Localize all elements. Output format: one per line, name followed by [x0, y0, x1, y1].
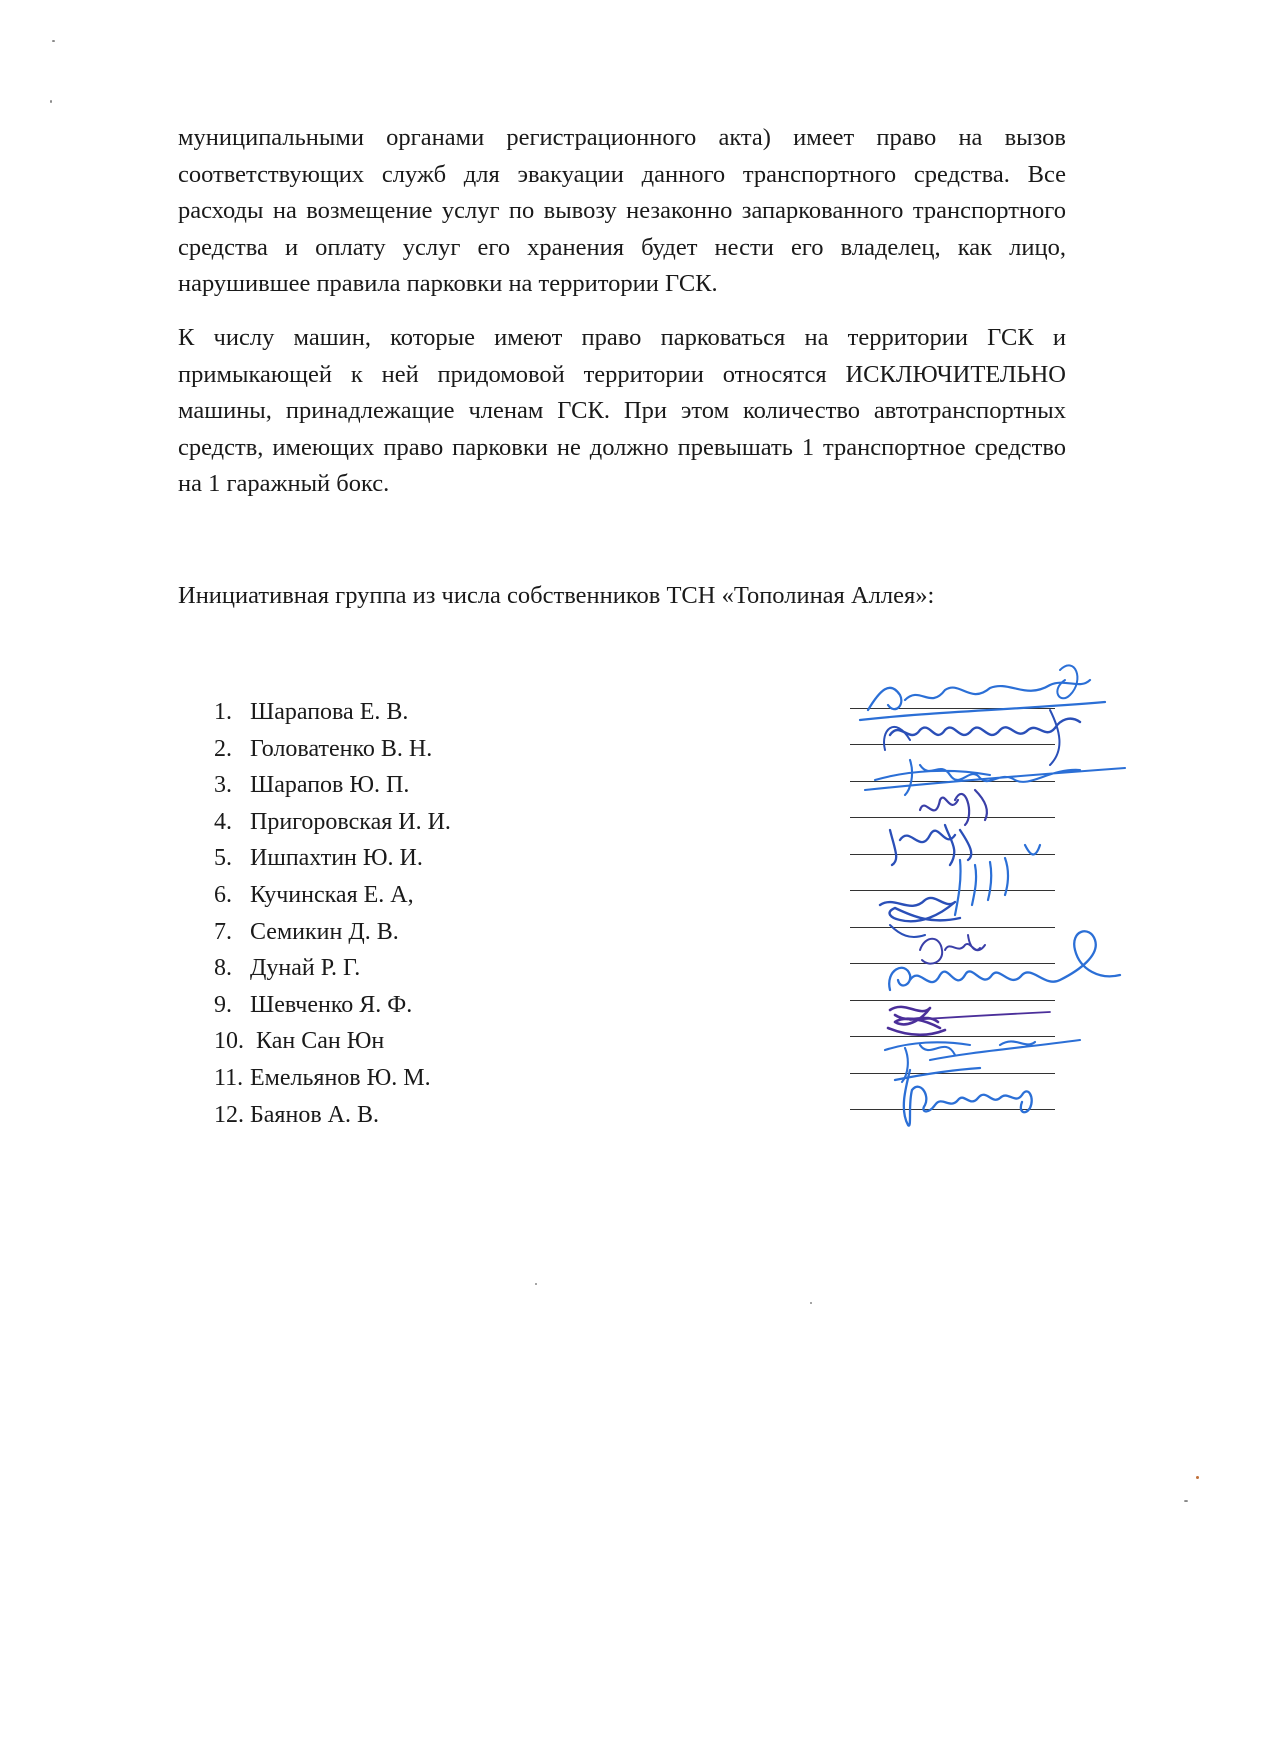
paragraph-1: муниципальными органами регистрационного акта) имеет право на вызов соответствующих служб для эвакуации данного транспортного средства. Все расходы на возмещение услуг по вывозу незаконно запаркованного транспортного средства и оплату услуг его хранения будет нести его владелец, как лицо, нарушившее правила парковки на территории ГСК. [178, 124, 1066, 297]
signer-number: 11. [214, 1064, 244, 1091]
signer-item [214, 1097, 451, 1134]
signer-item [214, 767, 451, 804]
signer-name: Шевченко Я. Ф. [250, 991, 413, 1018]
signer-item [214, 840, 451, 877]
handwritten-signatures [850, 650, 1150, 1170]
signer-name: Ишпахтин Ю. И. [250, 845, 423, 872]
scan-speck [52, 40, 55, 42]
signer-number: 6. [214, 881, 232, 908]
signatures-area [850, 650, 1150, 1170]
signature-6 [955, 845, 1040, 915]
signer-name: Кучинская Е. А, [250, 881, 414, 908]
scan-speck [50, 100, 52, 103]
signer-item [214, 877, 451, 914]
signer-item [214, 804, 451, 841]
signer-number: 3. [214, 772, 232, 799]
signer-number: 5. [214, 845, 232, 872]
signer-name: Головатенко В. Н. [250, 735, 433, 762]
signer-name: Емельянов Ю. М. [250, 1064, 431, 1091]
signer-name: Шарапов Ю. П. [250, 772, 410, 799]
signer-item [214, 694, 451, 731]
signer-item [214, 987, 451, 1024]
signature-8 [920, 935, 985, 964]
signer-item [214, 731, 451, 768]
signers-list [214, 694, 451, 1133]
scan-speck [810, 1302, 812, 1304]
signer-name: Семикин Д. В. [250, 918, 399, 945]
signer-name: Кан Сан Юн [250, 1028, 385, 1055]
paragraph-2: К числу машин, которые имеют право парковаться на территории ГСК и примыкающей к ней придомовой территории относятся ИСКЛЮЧИТЕЛЬНО машины, принадлежащие членам ГСК. При этом количество автотранспортных средств, имеющих право парковки не должно превышать 1 транспортное средство на 1 гаражный бокс. [178, 324, 1066, 497]
signature-12 [895, 1068, 1032, 1126]
signer-number: 2. [214, 735, 232, 762]
signature-7 [880, 898, 960, 921]
signature-5 [890, 825, 971, 865]
signer-item [214, 914, 451, 951]
signer-number: 10. [214, 1028, 244, 1055]
initiative-heading: Инициативная группа из числа собственников ТСН «Тополиная Аллея»: [178, 582, 935, 609]
signature-2 [890, 719, 1080, 735]
signer-number: 12. [214, 1101, 244, 1128]
signer-number: 1. [214, 699, 232, 725]
scan-speck [535, 1283, 537, 1285]
signature-10 [888, 1007, 945, 1035]
signer-name: Дунай Р. Г. [250, 955, 361, 982]
signer-name: Шарапова Е. В. [250, 699, 409, 725]
signer-number: 8. [214, 955, 232, 982]
signature-3 [865, 760, 1125, 795]
signature-1 [860, 680, 1105, 720]
signer-number: 7. [214, 918, 232, 945]
signer-item [214, 1023, 451, 1060]
scan-speck [1196, 1476, 1199, 1479]
signer-item [214, 1060, 451, 1097]
signer-name: Баянов А. В. [250, 1101, 379, 1128]
signer-item [214, 950, 451, 987]
signer-name: Пригоровская И. И. [250, 808, 451, 835]
signer-number: 4. [214, 808, 232, 835]
signature-4 [920, 790, 987, 825]
signer-number: 9. [214, 991, 232, 1018]
scan-speck [1184, 1500, 1188, 1502]
